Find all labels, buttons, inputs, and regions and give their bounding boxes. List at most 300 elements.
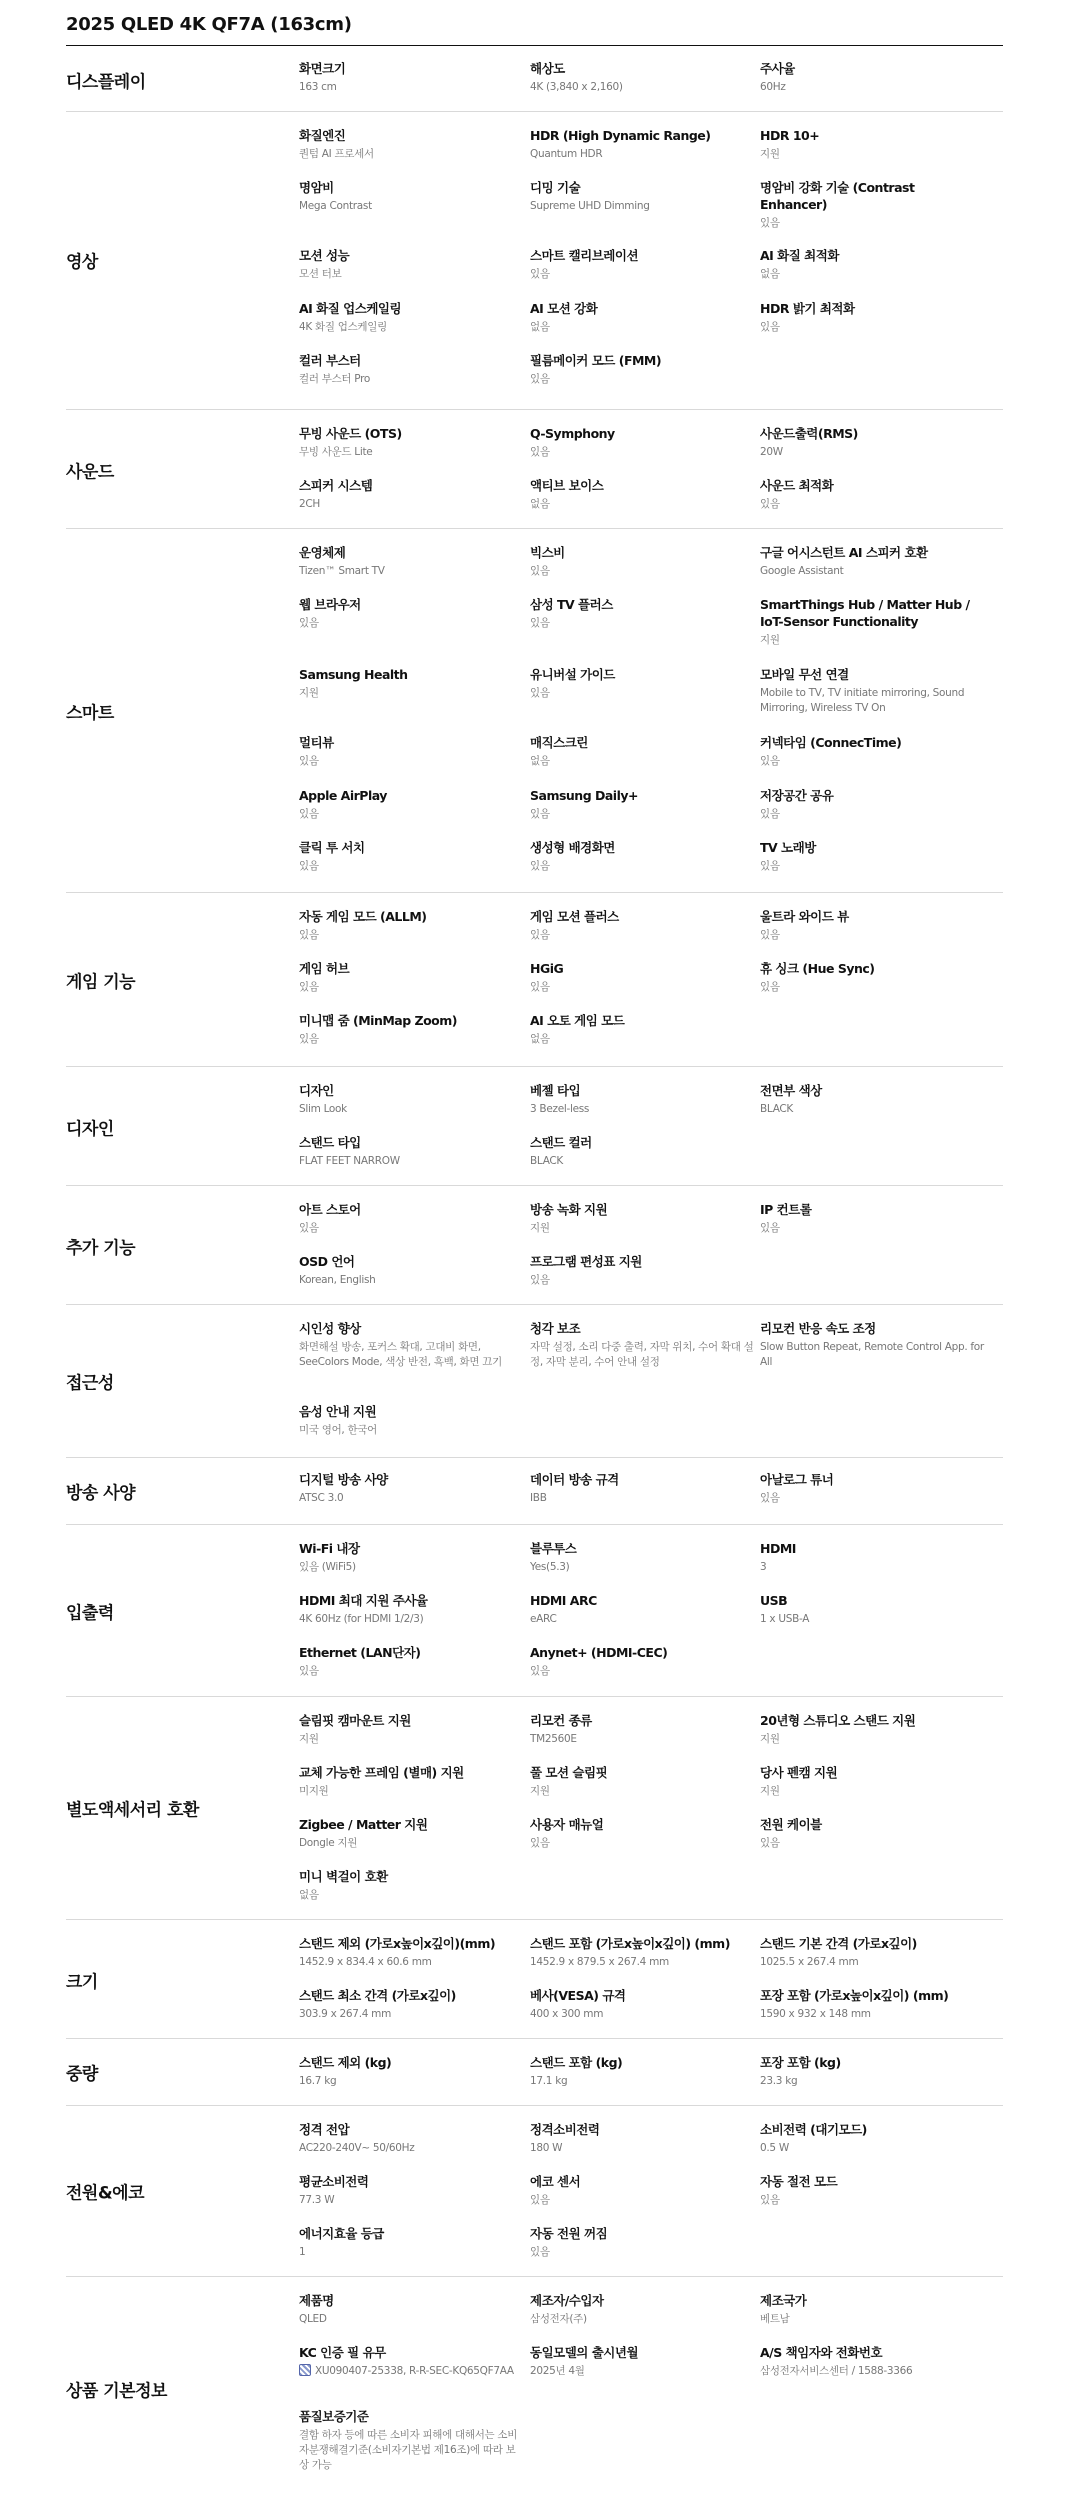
spec-label: 빅스비 [530,545,565,560]
spec-label: 유니버설 가이드 [530,667,615,682]
spec-label: 주사율 [760,61,795,76]
spec-item [530,1816,754,1851]
spec-label: 베젤 타입 [530,1083,581,1098]
spec-label: 스탠드 포함 (kg) [530,2055,623,2070]
spec-value: 있음 [760,808,780,820]
spec-label: 데이터 방송 규격 [530,1472,619,1487]
spec-value: ATSC 3.0 [299,1492,344,1504]
spec-item [299,2121,523,2156]
spec-item [760,596,984,648]
spec-value: 지원 [760,148,780,160]
spec-label: 휴 싱크 (Hue Sync) [760,961,875,976]
spec-item [530,1253,754,1288]
section-title: 게임 기능 [66,972,136,993]
spec-value: 있음 [530,565,550,577]
spec-value: 1590 x 932 x 148 mm [760,2008,871,2020]
spec-label: 스마트 캘리브레이션 [530,248,639,263]
spec-label: 청각 보조 [530,1321,581,1336]
spec-value: Dongle 지원 [299,1837,358,1849]
spec-value: 있음 [299,929,319,941]
spec-item [760,127,984,162]
spec-label: 전면부 색상 [760,1083,822,1098]
spec-label: 사용자 매뉴얼 [530,1817,604,1832]
spec-label: 멀티뷰 [299,735,334,750]
spec-label: 해상도 [530,61,565,76]
spec-value: 있음 [530,617,550,629]
spec-label: 화면크기 [299,61,346,76]
spec-value: Slow Button Repeat, Remote Control App. for All [760,1341,984,1368]
spec-label: 정격소비전력 [530,2122,600,2137]
spec-value: 있음 [299,755,319,767]
spec-value: Supreme UHD Dimming [530,200,650,212]
spec-value: 16.7 kg [299,2075,337,2087]
spec-value: 있음 [530,446,550,458]
spec-item [760,2173,984,2208]
spec-label: 제조국가 [760,2293,807,2308]
spec-value: Slim Look [299,1103,347,1115]
spec-value: 지원 [530,1785,550,1797]
spec-label: HDR (High Dynamic Range) [530,128,711,143]
spec-label: 생성형 배경화면 [530,840,615,855]
spec-value: 있음 [760,981,780,993]
spec-label: 스탠드 포함 (가로x높이x깊이) (mm) [530,1936,730,1951]
spec-value: TM2560E [530,1733,577,1745]
spec-label: 게임 모션 플러스 [530,909,619,924]
section-title: 상품 기본정보 [66,2381,167,2402]
spec-item [530,1320,754,1370]
spec-label: 커넥타임 (ConnecTime) [760,735,902,750]
spec-label: AI 화질 최적화 [760,248,839,263]
spec-item [760,1201,984,1236]
spec-section [66,2038,1003,2105]
spec-item [299,247,523,282]
spec-value: 2CH [299,498,321,510]
spec-value: Mega Contrast [299,200,372,212]
spec-section [66,1524,1003,1696]
spec-item [760,787,984,822]
spec-label: 미니맵 줌 (MinMap Zoom) [299,1013,457,1028]
spec-label: A/S 책임자와 전화번호 [760,2345,883,2360]
spec-label: HDMI ARC [530,1593,597,1608]
spec-label: 프로그램 편성표 지원 [530,1254,642,1269]
spec-label: HDR 밝기 최적화 [760,301,855,316]
spec-value: 모션 터보 [299,268,342,280]
section-title: 방송 사양 [66,1483,136,1504]
spec-value: 있음 [760,1837,780,1849]
spec-item [760,908,984,943]
spec-item [530,960,754,995]
spec-value: 있음 [760,1492,780,1504]
spec-item [530,1471,754,1506]
spec-value: 있음 [760,860,780,872]
spec-value: 4K 화질 업스케일링 [299,321,387,333]
section-title: 디자인 [66,1119,114,1140]
spec-item [530,1935,754,1970]
spec-value: 없음 [530,321,550,333]
spec-section [66,409,1003,528]
spec-label: 미니 벽걸이 호환 [299,1869,388,1884]
section-title: 전원&에코 [66,2183,145,2204]
spec-item [299,2292,523,2327]
spec-label: SmartThings Hub / Matter Hub / IoT-Sensor Functionality [760,597,970,629]
spec-label: Wi-Fi 내장 [299,1541,360,1556]
spec-label: USB [760,1593,788,1608]
section-title: 스마트 [66,703,114,724]
spec-value: 삼성전자(주) [530,2313,587,2325]
spec-item [530,2344,754,2379]
spec-label: HDMI [760,1541,796,1556]
spec-item [530,2121,754,2156]
spec-label: 품질보증기준 [299,2409,369,2424]
spec-value: 있음 [530,373,550,385]
spec-value: 삼성전자서비스센터 / 1588-3366 [760,2365,913,2377]
spec-value: 23.3 kg [760,2075,798,2087]
spec-label: 베사(VESA) 규격 [530,1988,626,2003]
spec-item [760,2121,984,2156]
spec-section [66,892,1003,1066]
spec-item [530,787,754,822]
spec-value: 지원 [760,1785,780,1797]
spec-label: Samsung Daily+ [530,788,639,803]
spec-label: AI 오토 게임 모드 [530,1013,625,1028]
spec-value: 있음 [760,1222,780,1234]
spec-value: Quantum HDR [530,148,603,160]
spec-label: 구글 어시스턴트 AI 스피커 호환 [760,545,928,560]
spec-value: 2025년 4월 [530,2365,585,2377]
spec-value: 있음 [530,1274,550,1286]
spec-item [299,1935,523,1970]
spec-label: 삼성 TV 플러스 [530,597,613,612]
spec-label: AI 모션 강화 [530,301,598,316]
spec-item [530,2054,754,2089]
spec-item [299,2054,523,2089]
spec-value: 1452.9 x 834.4 x 60.6 mm [299,1956,432,1968]
spec-value: 있음 [760,498,780,510]
spec-label: 시인성 향상 [299,1321,361,1336]
spec-value: 미지원 [299,1785,329,1797]
spec-value: BLACK [530,1155,564,1167]
spec-value: QLED [299,2313,327,2325]
spec-label: 명암비 강화 기술 (Contrast Enhancer) [760,180,915,212]
spec-value: 17.1 kg [530,2075,568,2087]
spec-item [299,1320,523,1370]
spec-value: 0.5 W [760,2142,789,2154]
spec-label: 저장공간 공유 [760,788,834,803]
section-title: 영상 [66,252,98,273]
spec-label: 동일모델의 출시년월 [530,2345,639,2360]
spec-item [760,734,984,769]
spec-item [299,1868,523,1903]
spec-label: 풀 모션 슬림핏 [530,1765,608,1780]
spec-label: 소비전력 (대기모드) [760,2122,867,2137]
spec-label: 음성 안내 지원 [299,1404,377,1419]
spec-label: 에코 센서 [530,2174,581,2189]
spec-label: Anynet+ (HDMI-CEC) [530,1645,668,1660]
section-title: 중량 [66,2064,98,2085]
spec-item [299,1816,523,1851]
spec-value: 있음 [299,860,319,872]
spec-label: 사운드출력(RMS) [760,426,858,441]
spec-section [66,52,1003,111]
spec-item [299,1403,523,1438]
spec-item [530,908,754,943]
spec-section [66,1066,1003,1185]
spec-value: 3 Bezel-less [530,1103,590,1115]
spec-value: 없음 [299,1889,319,1901]
section-title: 디스플레이 [66,72,146,93]
spec-label: 디밍 기술 [530,180,581,195]
spec-label: 매직스크린 [530,735,588,750]
spec-value: 있음 [530,2246,550,2258]
spec-item [299,1764,523,1799]
spec-label: 포장 포함 (가로x높이x깊이) (mm) [760,1988,949,2003]
spec-item [299,839,523,874]
spec-item [530,1012,754,1047]
spec-label: 아트 스토어 [299,1202,361,1217]
spec-item [530,1082,754,1117]
spec-label: 모바일 무선 연결 [760,667,849,682]
spec-label: OSD 언어 [299,1254,355,1269]
spec-item [760,960,984,995]
spec-value: Mobile to TV, TV initiate mirroring, Sound Mirroring, Wireless TV On [760,687,965,714]
section-title: 사운드 [66,462,114,483]
spec-value: 있음 [760,321,780,333]
spec-value: 지원 [530,1222,550,1234]
spec-value [299,2364,523,2379]
spec-value: 180 W [530,2142,563,2154]
spec-item [760,666,984,716]
spec-label: KC 인증 필 유무 [299,2345,386,2360]
spec-item [760,2054,984,2089]
spec-section [66,1696,1003,1919]
spec-item [299,2225,523,2260]
spec-item [299,127,523,162]
spec-value: 있음 [530,808,550,820]
spec-label: 사운드 최적화 [760,478,834,493]
section-title: 입출력 [66,1603,114,1624]
spec-value: 있음 (WiFi5) [299,1561,356,1573]
spec-item [299,477,523,512]
spec-value: Google Assistant [760,565,844,577]
spec-item [760,1540,984,1575]
spec-value: 4K 60Hz (for HDMI 1/2/3) [299,1613,424,1625]
spec-item [760,477,984,512]
spec-label: 게임 허브 [299,961,350,976]
spec-label: HDR 10+ [760,128,820,143]
section-title: 크기 [66,1972,98,1993]
spec-item [530,1592,754,1627]
spec-value: 163 cm [299,81,337,93]
spec-label: Zigbee / Matter 지원 [299,1817,428,1832]
spec-section [66,111,1003,409]
spec-section [66,1919,1003,2038]
spec-value: 20W [760,446,783,458]
spec-item [760,1712,984,1747]
spec-item [530,2292,754,2327]
spec-value: IBB [530,1492,547,1504]
spec-section [66,1457,1003,1524]
spec-value: 있음 [299,808,319,820]
spec-value: 지원 [760,634,780,646]
spec-label: Samsung Health [299,667,408,682]
spec-value: 60Hz [760,81,786,93]
spec-item [299,544,523,579]
kc-mark-icon [299,2364,311,2376]
spec-value: 있음 [760,755,780,767]
spec-item [299,787,523,822]
spec-label: Ethernet (LAN단자) [299,1645,421,1660]
spec-value: 있음 [299,617,319,629]
spec-item [760,1592,984,1627]
spec-value: 1 x USB-A [760,1613,810,1625]
spec-value: Korean, English [299,1274,376,1286]
spec-label: 스탠드 최소 간격 (가로x깊이) [299,1988,456,2003]
spec-value: 303.9 x 267.4 mm [299,2008,392,2020]
spec-item [299,2344,523,2379]
spec-item [299,666,523,701]
spec-item [760,300,984,335]
spec-value: 있음 [299,1033,319,1045]
spec-label: HDMI 최대 지원 주사율 [299,1593,428,1608]
spec-item [760,60,984,95]
spec-item [530,352,754,387]
spec-item [299,1082,523,1117]
spec-section [66,2105,1003,2276]
spec-value: FLAT FEET NARROW [299,1155,400,1167]
spec-item [530,1644,754,1679]
spec-label: 컬러 부스터 [299,353,361,368]
spec-item [530,2225,754,2260]
spec-value: 있음 [530,1837,550,1849]
spec-value: 무빙 사운드 Lite [299,446,373,458]
spec-value: 있음 [299,1665,319,1677]
spec-item [299,352,523,387]
spec-item [299,1134,523,1169]
spec-value: Tizen™ Smart TV [299,565,385,577]
spec-item [530,544,754,579]
spec-section [66,528,1003,892]
spec-value: 미국 영어, 한국어 [299,1424,378,1436]
spec-value: 없음 [530,755,550,767]
spec-label: 스피커 시스템 [299,478,373,493]
spec-item [299,596,523,631]
spec-label: HGiG [530,961,564,976]
spec-label: 웹 브라우저 [299,597,361,612]
section-title: 별도액세서리 호환 [66,1800,199,1821]
spec-label: 리모컨 종류 [530,1713,592,1728]
spec-value: 없음 [530,1033,550,1045]
spec-label: 블루투스 [530,1541,577,1556]
spec-label: 명암비 [299,180,334,195]
spec-item [760,247,984,282]
spec-label: 모션 성능 [299,248,350,263]
spec-label: 울트라 와이드 뷰 [760,909,849,924]
spec-value: 없음 [530,498,550,510]
spec-item [760,1320,984,1370]
spec-item [530,2173,754,2208]
spec-value: 베트남 [760,2313,790,2325]
spec-item [299,1201,523,1236]
spec-section [66,1304,1003,1457]
spec-value: 있음 [530,687,550,699]
spec-value: 있음 [299,981,319,993]
spec-item [530,839,754,874]
spec-item [530,1201,754,1236]
spec-item [530,1540,754,1575]
spec-value: 있음 [530,981,550,993]
spec-item [530,734,754,769]
spec-value: eARC [530,1613,557,1625]
spec-label: 자동 절전 모드 [760,2174,838,2189]
spec-label: 전원 케이블 [760,1817,822,1832]
spec-label: 스탠드 타입 [299,1135,361,1150]
spec-item [299,1987,523,2022]
spec-item [760,1764,984,1799]
spec-label: 스탠드 제외 (kg) [299,2055,392,2070]
spec-item [299,1253,523,1288]
spec-item [760,425,984,460]
spec-item [530,666,754,701]
spec-label: 스탠드 기본 간격 (가로x깊이) [760,1936,917,1951]
spec-value: 컬러 부스터 Pro [299,373,371,385]
spec-item [299,1471,523,1506]
spec-label: 화질엔진 [299,128,346,143]
spec-value: 1025.5 x 267.4 mm [760,1956,859,1968]
spec-label: 교체 가능한 프레임 (별매) 지원 [299,1765,464,1780]
spec-label: 디지털 방송 사양 [299,1472,388,1487]
spec-item [530,300,754,335]
title-divider [66,45,1003,46]
spec-value: 있음 [530,2194,550,2206]
spec-value: 있음 [760,217,780,229]
spec-label: 정격 전압 [299,2122,350,2137]
spec-label: 클릭 투 서치 [299,840,365,855]
spec-item [760,2344,984,2379]
spec-value: 있음 [299,1222,319,1234]
spec-label: 자동 게임 모드 (ALLM) [299,909,427,924]
spec-label: 필름메이커 모드 (FMM) [530,353,662,368]
spec-label: 스탠드 제외 (가로x높이x깊이)(mm) [299,1936,496,1951]
spec-label: Q-Symphony [530,426,615,441]
spec-item [760,839,984,874]
spec-item [299,1012,523,1047]
spec-item [760,1471,984,1506]
kc-number: XU090407-25338, R-R-SEC-KQ65QF7AA [315,2365,514,2377]
spec-value: 있음 [760,2194,780,2206]
spec-item [299,1712,523,1747]
spec-label: 무빙 사운드 (OTS) [299,426,402,441]
spec-label: 액티브 보이스 [530,478,604,493]
spec-value: 지원 [760,1733,780,1745]
spec-value: 지원 [299,1733,319,1745]
spec-label: 에너지효율 등급 [299,2226,384,2241]
spec-label: Apple AirPlay [299,788,387,803]
spec-value: BLACK [760,1103,794,1115]
spec-label: 리모컨 반응 속도 조정 [760,1321,876,1336]
spec-value: 1 [299,2246,306,2258]
spec-item [760,1082,984,1117]
spec-item [299,425,523,460]
spec-item [299,2408,523,2473]
spec-label: 평균소비전력 [299,2174,369,2189]
spec-item [299,960,523,995]
spec-item [299,60,523,95]
spec-value: 4K (3,840 x 2,160) [530,81,623,93]
spec-item [299,734,523,769]
section-title: 추가 기능 [66,1238,136,1259]
spec-item [530,1134,754,1169]
spec-value: 400 x 300 mm [530,2008,604,2020]
